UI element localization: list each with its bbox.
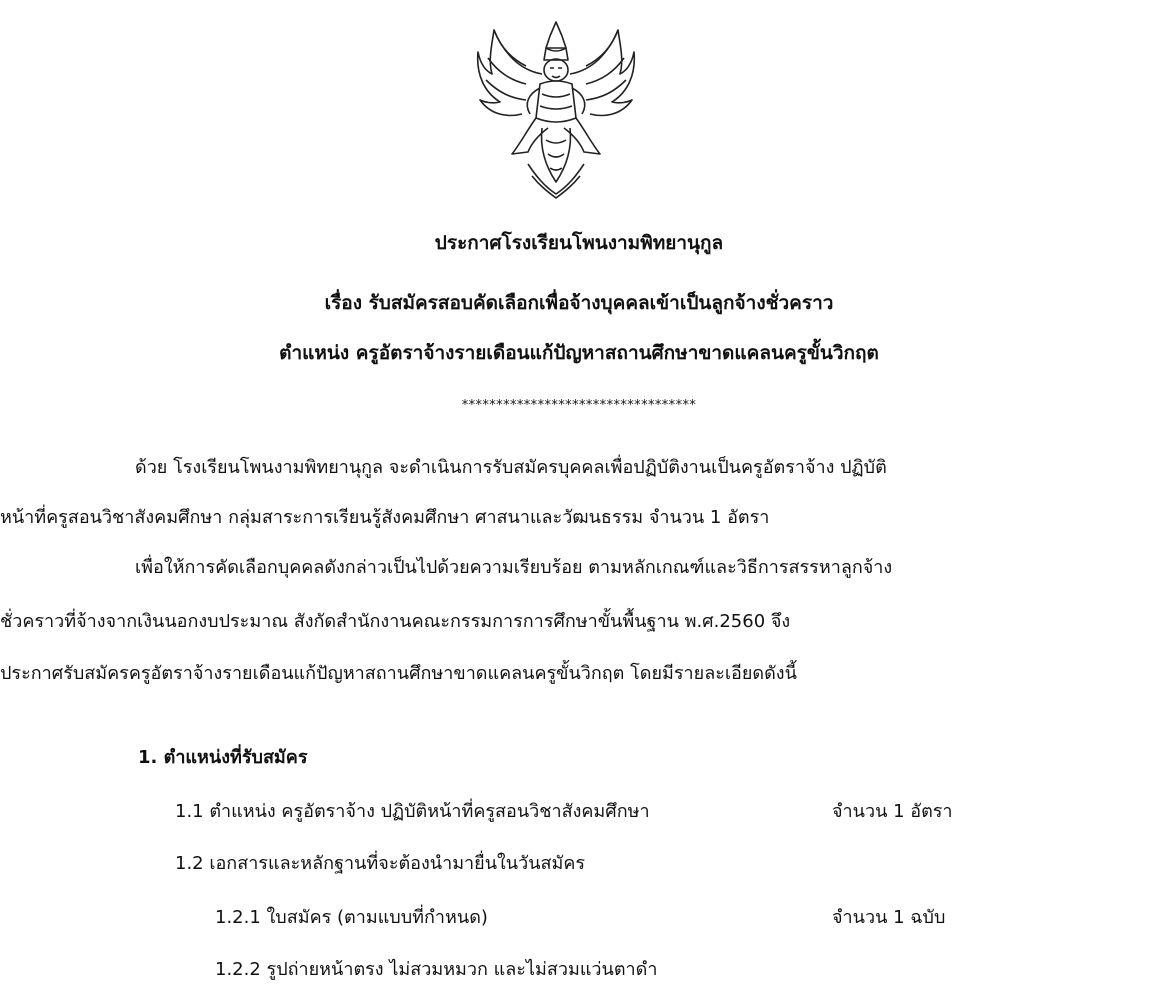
item-1-1-quantity: จำนวน 1 อัตรา: [832, 801, 953, 822]
paragraph-1-line-2: หน้าที่ครูสอนวิชาสังคมศึกษา กลุ่มสาระการเรียนรู้สังคมศึกษา ศาสนาและวัฒนธรรม จำนวน 1 อัตรา: [0, 507, 770, 528]
item-1-2-1-quantity: จำนวน 1 ฉบับ: [832, 907, 946, 928]
item-1-2-2: 1.2.2 รูปถ่ายหน้าตรง ไม่สวมหมวก และไม่สวมแว่นตาดำ: [215, 959, 658, 980]
item-1-2-1: 1.2.1 ใบสมัคร (ตามแบบที่กำหนด): [215, 907, 488, 928]
paragraph-2-line-3: ประกาศรับสมัครครูอัตราจ้างรายเดือนแก้ปัญหาสถานศึกษาขาดแคลนครูขั้นวิกฤต โดยมีรายละเอียดดังนี้: [0, 663, 797, 684]
section-1-title: 1. ตำแหน่งที่รับสมัคร: [138, 747, 308, 768]
paragraph-2-line-1: เพื่อให้การคัดเลือกบุคคลดังกล่าวเป็นไปด้วยความเรียบร้อย ตามหลักเกณฑ์และวิธีการสรรหาลูกจ้าง: [135, 557, 893, 578]
paragraph-1-line-1: ด้วย โรงเรียนโพนงามพิทยานุกูล จะดำเนินการรับสมัครบุคคลเพื่อปฏิบัติงานเป็นครูอัตราจ้าง ปฏิบัติ: [135, 457, 887, 478]
doc-title-line2: เรื่อง รับสมัครสอบคัดเลือกเพื่อจ้างบุคคลเข้าเป็นลูกจ้างชั่วคราว: [324, 292, 834, 314]
doc-title-line3: ตำแหน่ง ครูอัตราจ้างรายเดือนแก้ปัญหาสถานศึกษาขาดแคลนครูขั้นวิกฤต: [279, 342, 879, 364]
garuda-emblem-icon: [470, 14, 642, 202]
item-1-1: 1.1 ตำแหน่ง ครูอัตราจ้าง ปฏิบัติหน้าที่ครูสอนวิชาสังคมศึกษา: [175, 801, 650, 822]
paragraph-2-line-2: ชั่วคราวที่จ้างจากเงินนอกงบประมาณ สังกัดสำนักงานคณะกรรมการการศึกษาขั้นพื้นฐาน พ.ศ.2560 จึง: [0, 611, 791, 632]
separator: **********************************: [461, 398, 697, 413]
item-1-2: 1.2 เอกสารและหลักฐานที่จะต้องนำมายื่นในวันสมัคร: [175, 853, 586, 874]
doc-title-line1: ประกาศโรงเรียนโพนงามพิทยานุกูล: [434, 232, 724, 254]
